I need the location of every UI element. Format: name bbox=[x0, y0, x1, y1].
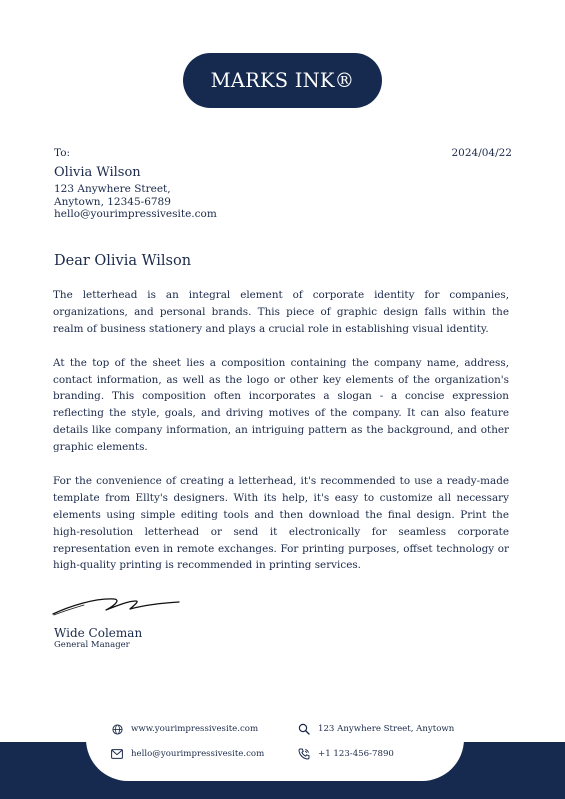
footer-phone-text: +1 123-456-7890 bbox=[318, 749, 394, 759]
mail-icon bbox=[111, 748, 123, 760]
search-icon bbox=[298, 723, 310, 735]
company-logo-text: MARKS INK® bbox=[210, 69, 355, 92]
body-paragraph-2: At the top of the sheet lies a composition containing the company name, address, contact information, as well as the logo or other key elements of the organization's branding. This composition often incorporates a slogan - a concise expression reflecting the style, goals, and driving motives of the company. It can also feature details like company information, an intriguing pattern as the background, and other graphic elements. bbox=[53, 356, 509, 454]
footer-address bbox=[298, 723, 454, 735]
signer-title: General Manager bbox=[54, 640, 130, 650]
footer-contact-card bbox=[86, 705, 464, 781]
recipient-name: Olivia Wilson bbox=[54, 165, 141, 180]
footer-phone bbox=[298, 748, 394, 760]
recipient-email: hello@yourimpressivesite.com bbox=[54, 208, 217, 221]
footer-address-text: 123 Anywhere Street, Anytown bbox=[318, 724, 455, 734]
body-paragraph-1: The letterhead is an integral element of corporate identity for companies, organizations, and personal brands. This piece of graphic design falls within the realm of business stationery and plays a crucial role in establishing visual identity. bbox=[53, 289, 509, 335]
globe-icon bbox=[111, 723, 123, 735]
recipient-address-block bbox=[54, 183, 217, 221]
phone-icon bbox=[298, 748, 310, 760]
footer-email bbox=[111, 748, 264, 760]
to-label: To: bbox=[54, 147, 71, 159]
footer-website bbox=[111, 723, 258, 735]
signer-name: Wide Coleman bbox=[54, 626, 143, 640]
footer-website-text: www.yourimpressivesite.com bbox=[131, 724, 259, 734]
footer-email-text: hello@yourimpressivesite.com bbox=[131, 749, 265, 759]
letter-date: 2024/04/22 bbox=[451, 147, 512, 159]
recipient-address-line-1: 123 Anywhere Street, bbox=[54, 183, 171, 195]
letter-body bbox=[53, 287, 509, 591]
recipient-address-line-2: Anytown, 12345-6789 bbox=[54, 195, 171, 208]
handwritten-signature bbox=[50, 592, 184, 618]
company-logo-pill bbox=[183, 53, 382, 108]
greeting: Dear Olivia Wilson bbox=[54, 253, 192, 269]
body-paragraph-3: For the convenience of creating a letterhead, it's recommended to use a ready-made template from Ellty's designers. With its help, it's easy to customize all necessary elements using simple editing tools and then download the final design. Print the high-resolution letterhead or send it electronically for seamless corporate representation even in remote exchanges. For printing purposes, offset technology or high-quality printing is recommended in printing services. bbox=[53, 474, 509, 572]
